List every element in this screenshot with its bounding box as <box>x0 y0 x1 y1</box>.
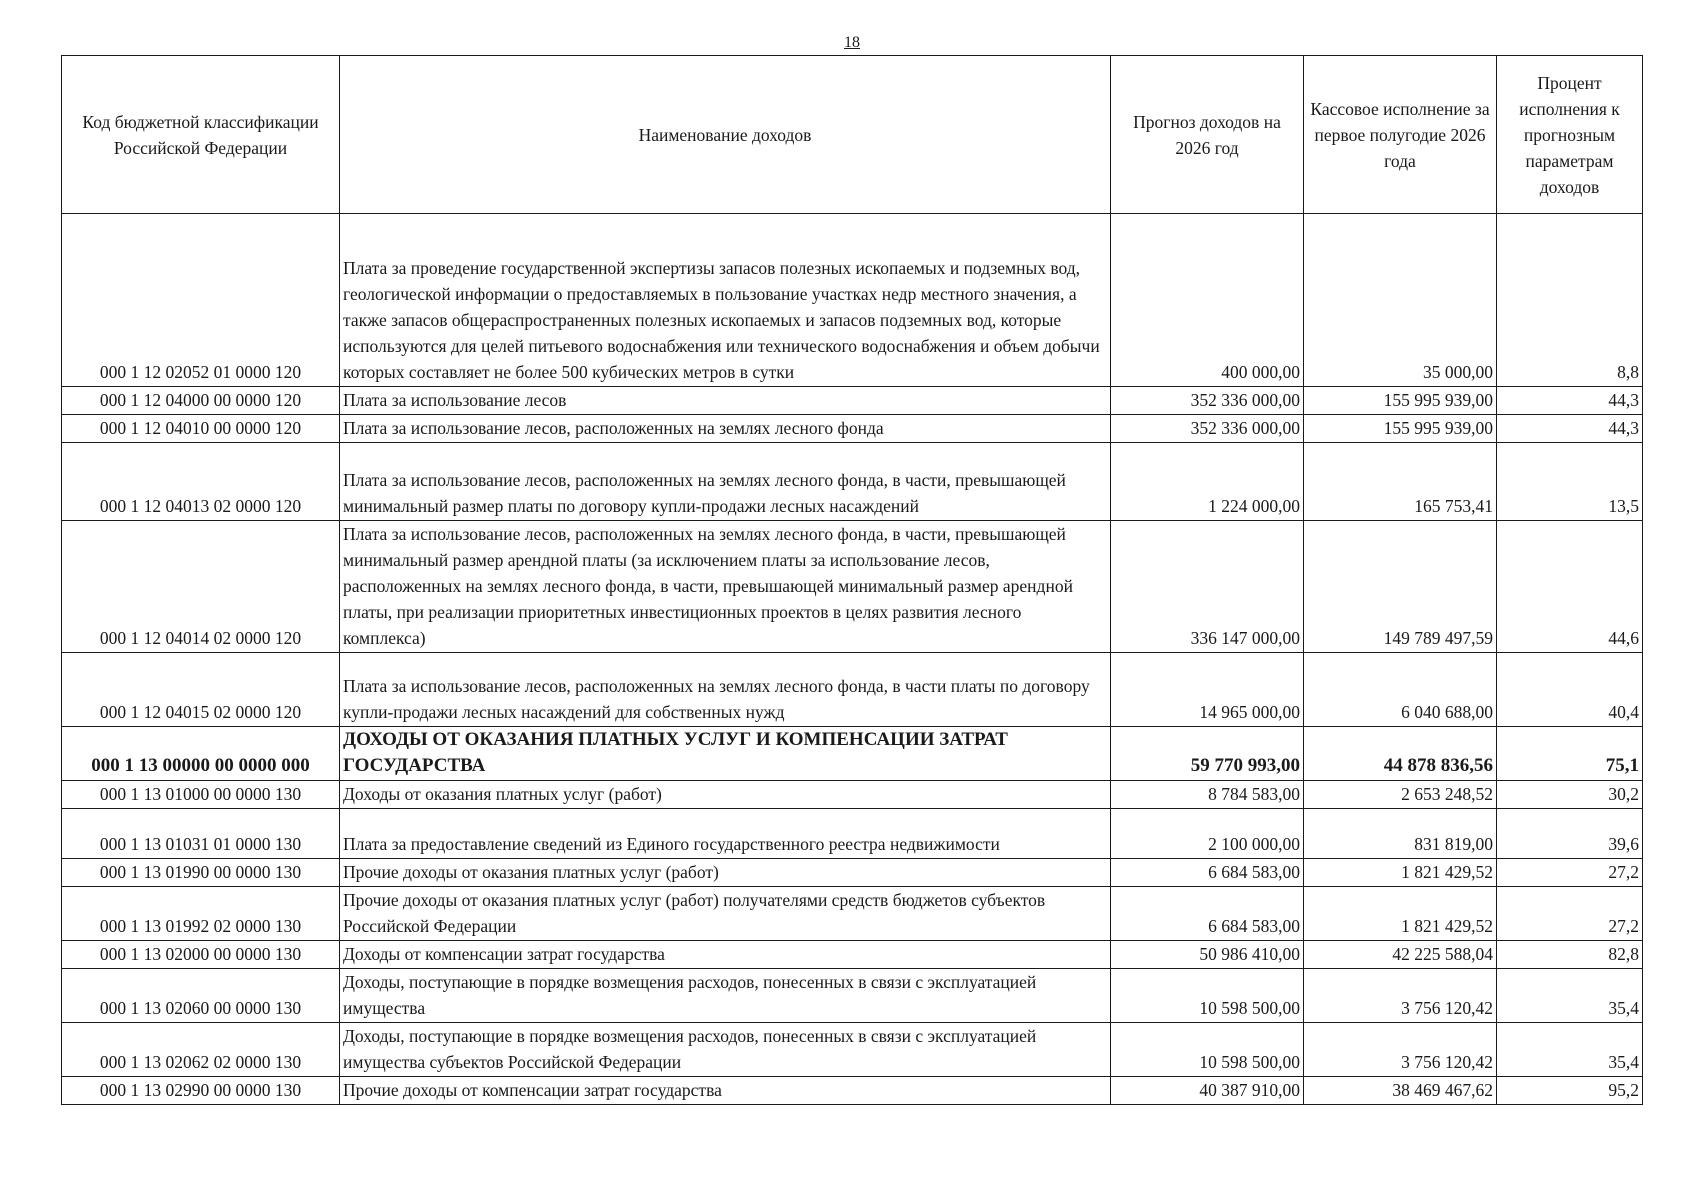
revenue-name-cell: Доходы, поступающие в порядке возмещения расходов, понесенных в связи с эксплуатацией имущества субъектов Российской Федерации <box>340 1023 1111 1077</box>
forecast-cell: 352 336 000,00 <box>1111 387 1304 415</box>
table-row <box>62 887 1643 941</box>
cash-execution-cell: 1 821 429,52 <box>1304 859 1497 887</box>
cash-execution-cell: 155 995 939,00 <box>1304 387 1497 415</box>
table-row <box>62 969 1643 1023</box>
forecast-cell: 336 147 000,00 <box>1111 521 1304 653</box>
budget-code-cell: 000 1 13 01000 00 0000 130 <box>62 781 340 809</box>
header-cash: Кассовое исполнение за первое полугодие 2026 года <box>1304 56 1497 214</box>
revenue-name-cell: Плата за использование лесов, расположенных на землях лесного фонда, в части, превышающей минимальный размер платы по договору купли-продажи лесных насаждений <box>340 443 1111 521</box>
revenue-name-cell: Плата за использование лесов, расположенных на землях лесного фонда <box>340 415 1111 443</box>
percent-cell: 27,2 <box>1497 887 1643 941</box>
budget-code-cell: 000 1 13 01990 00 0000 130 <box>62 859 340 887</box>
cash-execution-cell: 155 995 939,00 <box>1304 415 1497 443</box>
percent-cell: 8,8 <box>1497 214 1643 387</box>
cash-execution-cell: 165 753,41 <box>1304 443 1497 521</box>
percent-cell: 27,2 <box>1497 859 1643 887</box>
forecast-cell: 8 784 583,00 <box>1111 781 1304 809</box>
table-row <box>62 415 1643 443</box>
cash-execution-cell: 6 040 688,00 <box>1304 653 1497 727</box>
forecast-cell: 2 100 000,00 <box>1111 809 1304 859</box>
percent-cell: 44,3 <box>1497 387 1643 415</box>
cash-execution-cell: 1 821 429,52 <box>1304 887 1497 941</box>
forecast-cell: 40 387 910,00 <box>1111 1077 1304 1105</box>
percent-cell: 13,5 <box>1497 443 1643 521</box>
percent-cell: 95,2 <box>1497 1077 1643 1105</box>
percent-cell: 35,4 <box>1497 969 1643 1023</box>
revenue-table <box>61 55 1643 1105</box>
forecast-cell: 1 224 000,00 <box>1111 443 1304 521</box>
cash-execution-cell: 35 000,00 <box>1304 214 1497 387</box>
percent-cell: 44,6 <box>1497 521 1643 653</box>
revenue-name-cell: Плата за использование лесов <box>340 387 1111 415</box>
table-row <box>62 1077 1643 1105</box>
budget-code-cell: 000 1 12 04000 00 0000 120 <box>62 387 340 415</box>
cash-execution-cell: 42 225 588,04 <box>1304 941 1497 969</box>
percent-cell: 30,2 <box>1497 781 1643 809</box>
budget-code-cell: 000 1 13 02990 00 0000 130 <box>62 1077 340 1105</box>
table-row <box>62 941 1643 969</box>
revenue-name-cell: Плата за предоставление сведений из Единого государственного реестра недвижимости <box>340 809 1111 859</box>
revenue-name-cell: Прочие доходы от компенсации затрат государства <box>340 1077 1111 1105</box>
budget-code-cell: 000 1 12 04015 02 0000 120 <box>62 653 340 727</box>
budget-code-cell: 000 1 13 00000 00 0000 000 <box>62 727 340 781</box>
cash-execution-cell: 38 469 467,62 <box>1304 1077 1497 1105</box>
table-row <box>62 1023 1643 1077</box>
budget-code-cell: 000 1 13 02000 00 0000 130 <box>62 941 340 969</box>
revenue-name-cell: Доходы, поступающие в порядке возмещения расходов, понесенных в связи с эксплуатацией имущества <box>340 969 1111 1023</box>
table-row <box>62 809 1643 859</box>
forecast-cell: 10 598 500,00 <box>1111 969 1304 1023</box>
percent-cell: 39,6 <box>1497 809 1643 859</box>
revenue-name-cell: Прочие доходы от оказания платных услуг (работ) <box>340 859 1111 887</box>
header-row <box>62 56 1643 214</box>
budget-code-cell: 000 1 13 02060 00 0000 130 <box>62 969 340 1023</box>
table-row <box>62 443 1643 521</box>
revenue-name-cell: Плата за проведение государственной экспертизы запасов полезных ископаемых и подземных вод, геологической информации о предоставляемых в пользование участках недр местного значения, а также запасов общераспространенных полезных ископаемых и запасов подземных вод, которые используются для целей питьевого водоснабжения или технического водоснабжения и объем добычи которых составляет не более 500 кубических метров в сутки <box>340 214 1111 387</box>
header-code: Код бюджетной классификации Российской Федерации <box>62 56 340 214</box>
revenue-name-cell: Прочие доходы от оказания платных услуг (работ) получателями средств бюджетов субъектов Российской Федерации <box>340 887 1111 941</box>
table-row <box>62 859 1643 887</box>
percent-cell: 40,4 <box>1497 653 1643 727</box>
table-body <box>62 214 1643 1105</box>
cash-execution-cell: 2 653 248,52 <box>1304 781 1497 809</box>
percent-cell: 75,1 <box>1497 727 1643 781</box>
budget-code-cell: 000 1 12 04010 00 0000 120 <box>62 415 340 443</box>
revenue-name-cell: Плата за использование лесов, расположенных на землях лесного фонда, в части, превышающей минимальный размер арендной платы (за исключением платы за использование лесов, расположенных на землях лесного фонда, в части, превышающей минимальный размер арендной платы, при реализации приоритетных инвестиционных проектов в целях развития лесного комплекса) <box>340 521 1111 653</box>
budget-code-cell: 000 1 13 01031 01 0000 130 <box>62 809 340 859</box>
table-row <box>62 781 1643 809</box>
forecast-cell: 6 684 583,00 <box>1111 859 1304 887</box>
forecast-cell: 6 684 583,00 <box>1111 887 1304 941</box>
revenue-name-cell: Доходы от компенсации затрат государства <box>340 941 1111 969</box>
cash-execution-cell: 149 789 497,59 <box>1304 521 1497 653</box>
budget-code-cell: 000 1 12 04014 02 0000 120 <box>62 521 340 653</box>
table-row <box>62 387 1643 415</box>
forecast-cell: 352 336 000,00 <box>1111 415 1304 443</box>
forecast-cell: 50 986 410,00 <box>1111 941 1304 969</box>
table-row <box>62 521 1643 653</box>
header-percent: Процент исполнения к прогнозным параметрам доходов <box>1497 56 1643 214</box>
cash-execution-cell: 3 756 120,42 <box>1304 1023 1497 1077</box>
budget-code-cell: 000 1 13 01992 02 0000 130 <box>62 887 340 941</box>
revenue-name-cell: Доходы от оказания платных услуг (работ) <box>340 781 1111 809</box>
table-header <box>62 56 1643 214</box>
page-number: 18 <box>844 34 860 51</box>
budget-code-cell: 000 1 12 02052 01 0000 120 <box>62 214 340 387</box>
forecast-cell: 10 598 500,00 <box>1111 1023 1304 1077</box>
forecast-cell: 400 000,00 <box>1111 214 1304 387</box>
percent-cell: 82,8 <box>1497 941 1643 969</box>
table-row <box>62 653 1643 727</box>
budget-code-cell: 000 1 13 02062 02 0000 130 <box>62 1023 340 1077</box>
cash-execution-cell: 44 878 836,56 <box>1304 727 1497 781</box>
revenue-name-cell: Плата за использование лесов, расположенных на землях лесного фонда, в части платы по договору купли-продажи лесных насаждений для собственных нужд <box>340 653 1111 727</box>
header-forecast: Прогноз доходов на 2026 год <box>1111 56 1304 214</box>
budget-code-cell: 000 1 12 04013 02 0000 120 <box>62 443 340 521</box>
cash-execution-cell: 3 756 120,42 <box>1304 969 1497 1023</box>
cash-execution-cell: 831 819,00 <box>1304 809 1497 859</box>
forecast-cell: 59 770 993,00 <box>1111 727 1304 781</box>
percent-cell: 44,3 <box>1497 415 1643 443</box>
header-name: Наименование доходов <box>340 56 1111 214</box>
percent-cell: 35,4 <box>1497 1023 1643 1077</box>
table-row <box>62 727 1643 781</box>
forecast-cell: 14 965 000,00 <box>1111 653 1304 727</box>
table-row <box>62 214 1643 387</box>
revenue-name-cell: ДОХОДЫ ОТ ОКАЗАНИЯ ПЛАТНЫХ УСЛУГ И КОМПЕНСАЦИИ ЗАТРАТ ГОСУДАРСТВА <box>340 727 1111 781</box>
